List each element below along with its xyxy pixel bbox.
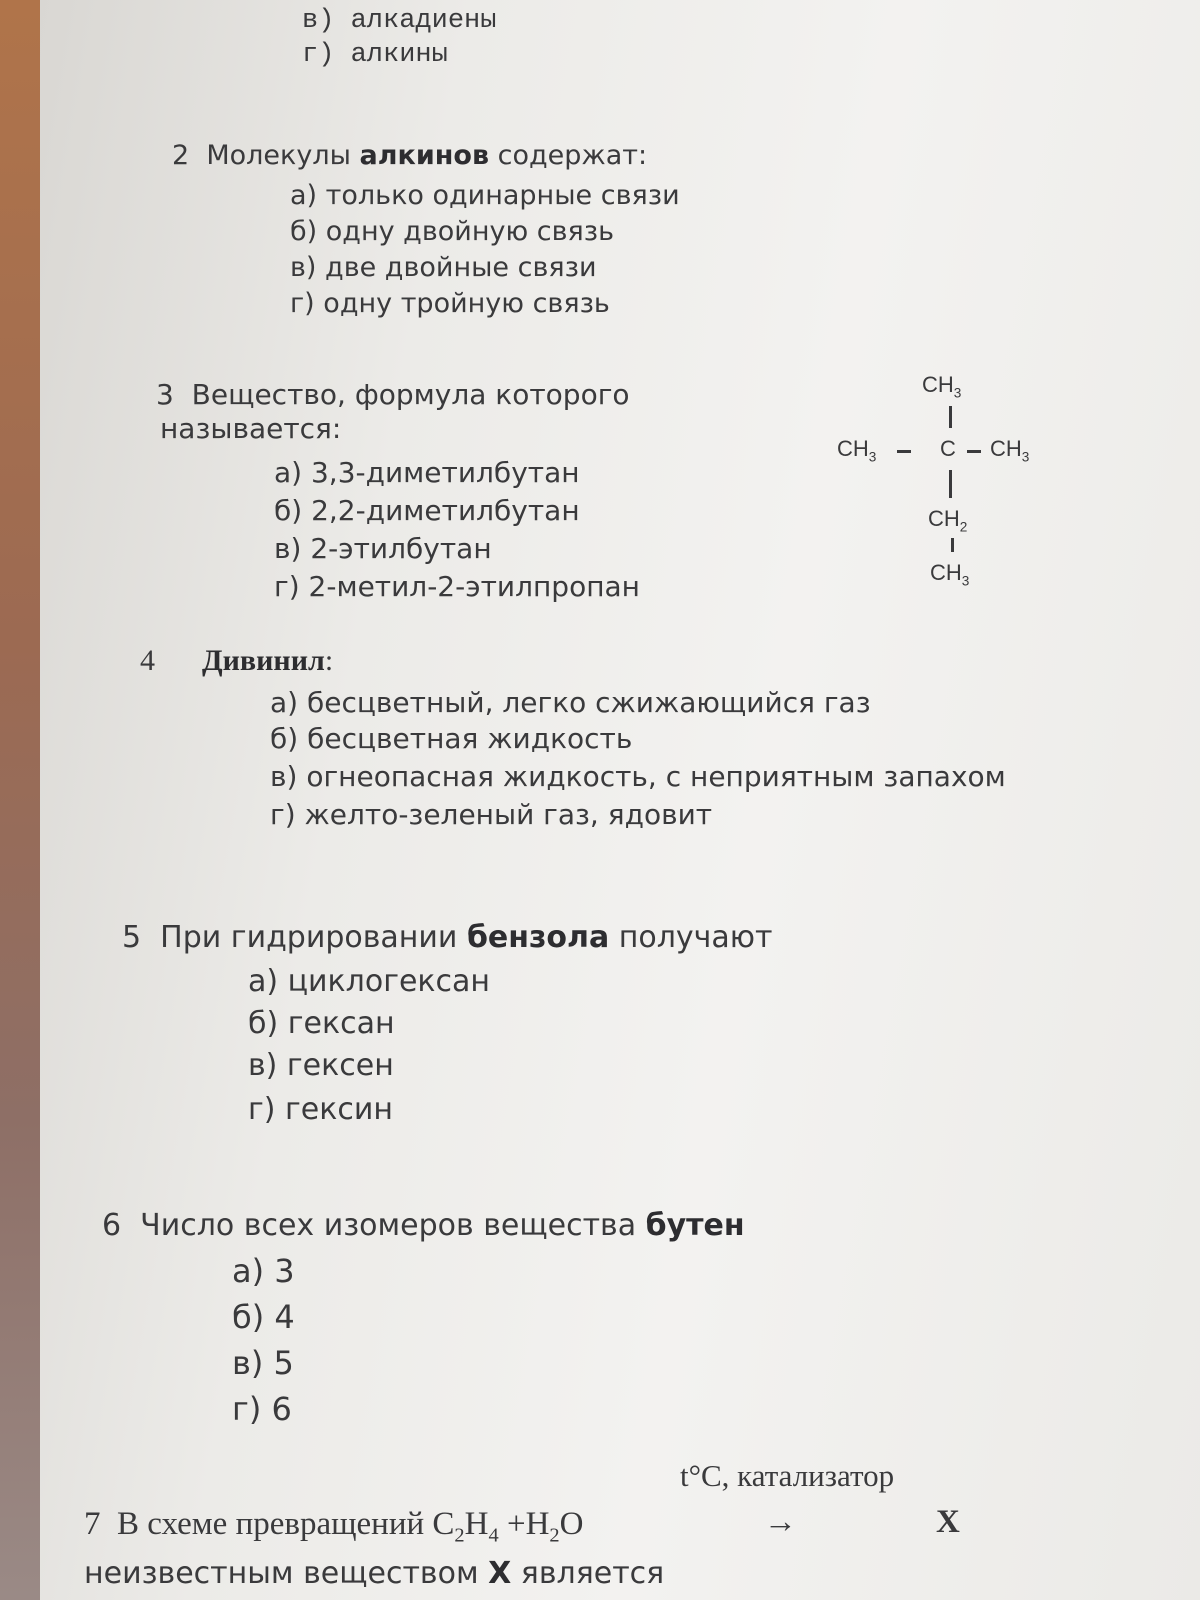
q2-option-a: а) только одинарные связи [290, 180, 680, 211]
q5-bold: бензола [466, 920, 610, 955]
formula-bond-right [967, 450, 981, 453]
q2-bold: алкинов [359, 140, 490, 171]
q6-option-a: а) 3 [232, 1252, 295, 1290]
formula-top-group: $CH_3$ [922, 372, 962, 401]
formula-left-group: $CH_3$ [837, 436, 877, 465]
q5-option-b: б) гексан [248, 1006, 395, 1041]
q2-option-v: в) две двойные связи [290, 252, 597, 283]
q2-number: 2 [172, 140, 190, 171]
test-sheet [40, 0, 1200, 1600]
q6-number: 6 [102, 1208, 122, 1243]
q3-option-v: в) 2-этилбутан [274, 532, 492, 565]
q7-arrow: → [764, 1504, 797, 1540]
q2-option-g: г) одну тройную связь [290, 288, 610, 319]
q2-title [172, 140, 647, 171]
q4-suffix: : [324, 644, 334, 677]
q3-title-line2: называется: [160, 412, 342, 445]
q3-option-b: б) 2,2-диметилбутан [274, 494, 580, 527]
q3-option-g: г) 2-метил-2-этилпропан [274, 570, 640, 603]
q3-number: 3 [156, 378, 174, 411]
q7-line2 [84, 1556, 664, 1591]
q6-option-v: в) 5 [232, 1344, 294, 1382]
q4-number: 4 [140, 644, 155, 677]
q6-option-g: г) 6 [232, 1390, 292, 1428]
q4-option-g: г) желто-зеленый газ, ядовит [270, 798, 713, 831]
q2-prefix: Молекулы [206, 140, 360, 171]
q7-line2-suffix: является [511, 1556, 665, 1591]
q5-suffix: получают [609, 920, 773, 955]
q5-option-g: г) гексин [248, 1092, 393, 1127]
q7-reaction-condition: t°C, катализатор [680, 1458, 895, 1493]
q6-bold: бутен [645, 1208, 745, 1243]
q6-title [102, 1208, 745, 1243]
q6-prefix: Число всех изомеров вещества [140, 1208, 646, 1243]
q2-option-b: б) одну двойную связь [290, 216, 615, 247]
q7-line2-prefix: неизвестным веществом [84, 1556, 489, 1591]
formula-bond-down2 [951, 538, 954, 552]
q4-title [202, 644, 333, 678]
q3-option-a: а) 3,3-диметилбутан [274, 456, 580, 489]
q6-option-b: б) 4 [232, 1298, 295, 1336]
q3-line1: Вещество, формула которого [191, 378, 630, 411]
formula-bottom-group: $CH_3$ [930, 560, 970, 589]
formula-bond-left [897, 450, 911, 453]
q5-title [122, 920, 773, 955]
q5-prefix: При гидрировании [160, 920, 467, 955]
q7-formula: $C_2H_4 +H_2O$ [432, 1506, 584, 1547]
q4-option-b: б) бесцветная жидкость [270, 722, 633, 755]
q7-product: X [936, 1504, 960, 1540]
formula-bond-down1 [949, 470, 952, 498]
q2-suffix: содержат: [489, 140, 648, 171]
q1-option-v: в) алкадиены [302, 6, 497, 36]
q7-title [84, 1506, 583, 1548]
q4-option-v: в) огнеопасная жидкость, с неприятным запахом [270, 760, 1006, 793]
q4-bold: Дивинил [202, 644, 325, 677]
formula-right-group: $CH_3$ [990, 436, 1030, 465]
q7-line2-bold: X [488, 1556, 512, 1591]
formula-mid-group: $CH_2$ [928, 506, 968, 535]
q4-option-a: а) бесцветный, легко сжижающийся газ [270, 686, 871, 719]
formula-bond-top [949, 406, 952, 428]
formula-center-atom: C [940, 436, 956, 461]
q3-title-line1 [156, 378, 630, 411]
q7-text: В схеме превращений [117, 1506, 433, 1542]
q5-option-a: а) циклогексан [248, 964, 491, 999]
q7-number: 7 [84, 1506, 101, 1542]
q1-option-g: г) алкины [302, 40, 448, 70]
q5-number: 5 [122, 920, 142, 955]
q5-option-v: в) гексен [248, 1048, 394, 1083]
